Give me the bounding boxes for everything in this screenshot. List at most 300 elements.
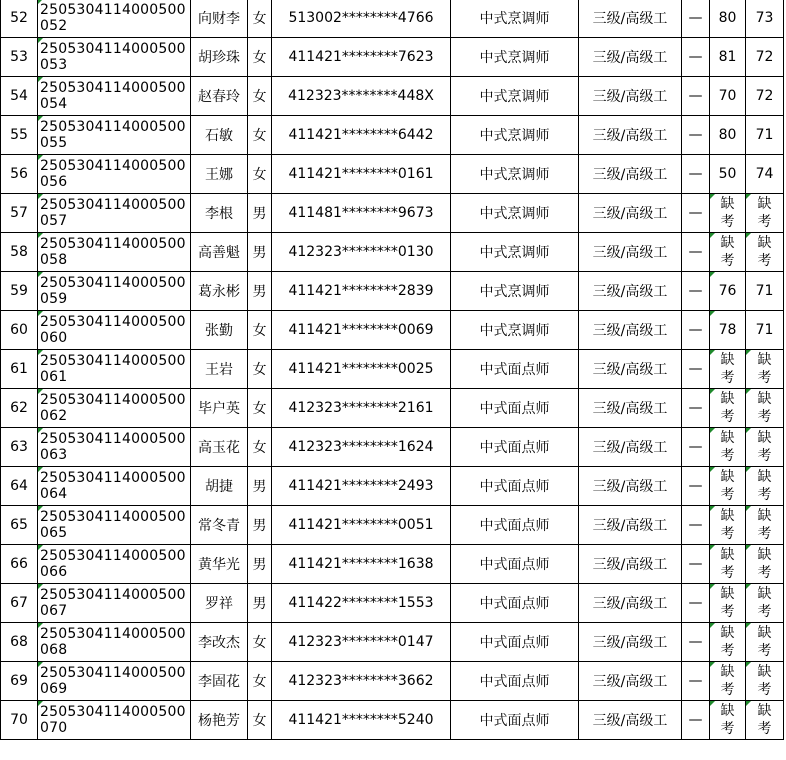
dash-cell[interactable] — [682, 272, 710, 311]
id-number-cell[interactable] — [272, 272, 451, 311]
gender-cell[interactable] — [248, 545, 272, 584]
name-cell[interactable] — [191, 155, 248, 194]
name-text: 李根 — [205, 206, 233, 222]
id-number-text: 411421********2839 — [288, 283, 434, 299]
occupation-cell[interactable] — [451, 350, 579, 389]
practical-score-text: 72 — [755, 49, 774, 65]
dash-cell[interactable] — [682, 155, 710, 194]
theory-score-cell[interactable] — [710, 38, 746, 77]
theory-score-cell[interactable] — [710, 233, 746, 272]
gender-text: 男 — [252, 206, 267, 222]
dash-text: — — [688, 361, 703, 377]
gender-cell[interactable] — [248, 506, 272, 545]
row-number-cell[interactable] — [1, 116, 38, 155]
id-number-text: 412323********0147 — [288, 634, 434, 650]
name-cell[interactable] — [191, 662, 248, 701]
dash-text: — — [688, 88, 703, 104]
row-number-text: 59 — [10, 283, 28, 299]
id-number-cell[interactable] — [272, 77, 451, 116]
gender-cell[interactable] — [248, 389, 272, 428]
dash-text: — — [688, 439, 703, 455]
id-number-cell[interactable] — [272, 350, 451, 389]
dash-cell[interactable] — [682, 428, 710, 467]
occupation-cell[interactable] — [451, 467, 579, 506]
row-number-cell[interactable] — [1, 389, 38, 428]
name-text: 王岩 — [205, 362, 233, 378]
exam-id-cell[interactable] — [38, 701, 191, 740]
id-number-text: 411422********1553 — [288, 595, 434, 611]
gender-cell[interactable] — [248, 623, 272, 662]
cell-marker-icon — [38, 233, 43, 238]
theory-score-text: 缺 考 — [720, 703, 735, 737]
practical-score-cell[interactable] — [746, 155, 784, 194]
practical-score-text: 71 — [755, 127, 774, 143]
level-cell[interactable] — [579, 662, 682, 701]
name-text: 黄华光 — [198, 557, 240, 573]
exam-id-cell[interactable] — [38, 116, 191, 155]
level-text: 三级/高级工 — [592, 323, 668, 339]
cell-marker-icon — [710, 233, 715, 238]
exam-id-cell[interactable] — [38, 155, 191, 194]
name-cell[interactable] — [191, 77, 248, 116]
gender-cell[interactable] — [248, 584, 272, 623]
level-cell[interactable] — [579, 272, 682, 311]
theory-score-cell[interactable] — [710, 545, 746, 584]
cell-marker-icon — [746, 584, 751, 589]
dash-cell[interactable] — [682, 623, 710, 662]
theory-score-cell[interactable] — [710, 311, 746, 350]
theory-score-text: 81 — [718, 49, 737, 65]
theory-score-cell[interactable] — [710, 350, 746, 389]
id-number-cell[interactable] — [272, 662, 451, 701]
row-number-cell[interactable] — [1, 506, 38, 545]
row-number-text: 62 — [10, 400, 28, 416]
table-row — [1, 467, 784, 506]
practical-score-cell[interactable] — [746, 194, 784, 233]
theory-score-cell[interactable] — [710, 389, 746, 428]
dash-cell[interactable] — [682, 194, 710, 233]
row-number-cell[interactable] — [1, 233, 38, 272]
id-number-cell[interactable] — [272, 233, 451, 272]
practical-score-cell[interactable] — [746, 77, 784, 116]
exam-id-text: 2505304114000500060 — [40, 314, 186, 346]
theory-score-text: 缺 考 — [720, 586, 735, 620]
practical-score-cell[interactable] — [746, 545, 784, 584]
occupation-text: 中式烹调师 — [479, 50, 550, 66]
dash-cell[interactable] — [682, 506, 710, 545]
name-text: 赵春玲 — [198, 89, 240, 105]
dash-cell[interactable] — [682, 662, 710, 701]
theory-score-cell[interactable] — [710, 701, 746, 740]
theory-score-cell[interactable] — [710, 428, 746, 467]
level-cell[interactable] — [579, 38, 682, 77]
row-number-cell[interactable] — [1, 701, 38, 740]
gender-cell[interactable] — [248, 194, 272, 233]
id-number-text: 411421********5240 — [288, 712, 434, 728]
gender-cell[interactable] — [248, 701, 272, 740]
row-number-cell[interactable] — [1, 350, 38, 389]
name-cell[interactable] — [191, 233, 248, 272]
level-text: 三级/高级工 — [592, 713, 668, 729]
name-text: 胡珍珠 — [198, 50, 240, 66]
gender-text: 女 — [252, 674, 267, 690]
gender-cell[interactable] — [248, 428, 272, 467]
cell-marker-icon — [710, 194, 715, 199]
row-number-text: 60 — [10, 322, 28, 338]
occupation-cell[interactable] — [451, 233, 579, 272]
theory-score-text: 缺 考 — [720, 664, 735, 698]
exam-id-cell[interactable] — [38, 584, 191, 623]
practical-score-cell[interactable] — [746, 623, 784, 662]
exam-id-cell[interactable] — [38, 0, 191, 38]
name-text: 李固花 — [198, 674, 240, 690]
occupation-cell[interactable] — [451, 194, 579, 233]
theory-score-cell[interactable] — [710, 0, 746, 38]
name-cell[interactable] — [191, 701, 248, 740]
exam-id-cell[interactable] — [38, 467, 191, 506]
name-cell[interactable] — [191, 623, 248, 662]
cell-marker-icon — [38, 467, 43, 472]
level-cell[interactable] — [579, 233, 682, 272]
gender-cell[interactable] — [248, 272, 272, 311]
practical-score-cell[interactable] — [746, 350, 784, 389]
exam-id-cell[interactable] — [38, 311, 191, 350]
gender-cell[interactable] — [248, 311, 272, 350]
gender-cell[interactable] — [248, 662, 272, 701]
table-row — [1, 506, 784, 545]
name-cell[interactable] — [191, 116, 248, 155]
exam-id-cell[interactable] — [38, 623, 191, 662]
occupation-cell[interactable] — [451, 77, 579, 116]
cell-marker-icon — [746, 428, 751, 433]
dash-text: — — [688, 127, 703, 143]
name-cell[interactable] — [191, 545, 248, 584]
practical-score-text: 72 — [755, 88, 774, 104]
name-cell[interactable] — [191, 506, 248, 545]
id-number-cell[interactable] — [272, 389, 451, 428]
name-text: 高善魁 — [198, 245, 240, 261]
gender-cell[interactable] — [248, 38, 272, 77]
id-number-cell[interactable] — [272, 506, 451, 545]
level-text: 三级/高级工 — [592, 479, 668, 495]
row-number-text: 52 — [10, 10, 28, 26]
name-cell[interactable] — [191, 311, 248, 350]
name-cell[interactable] — [191, 389, 248, 428]
row-number-cell[interactable] — [1, 311, 38, 350]
occupation-text: 中式烹调师 — [479, 128, 550, 144]
row-number-text: 68 — [10, 634, 28, 650]
level-cell[interactable] — [579, 194, 682, 233]
exam-id-cell[interactable] — [38, 545, 191, 584]
id-number-cell[interactable] — [272, 0, 451, 38]
theory-score-text: 76 — [718, 283, 737, 299]
occupation-text: 中式面点师 — [479, 401, 550, 417]
theory-score-cell[interactable] — [710, 467, 746, 506]
gender-text: 女 — [252, 89, 267, 105]
level-cell[interactable] — [579, 584, 682, 623]
practical-score-cell[interactable] — [746, 701, 784, 740]
practical-score-cell[interactable] — [746, 311, 784, 350]
id-number-cell[interactable] — [272, 701, 451, 740]
gender-text: 男 — [252, 557, 267, 573]
cell-marker-icon — [38, 350, 43, 355]
id-number-cell[interactable] — [272, 155, 451, 194]
exam-id-cell[interactable] — [38, 506, 191, 545]
dash-cell[interactable] — [682, 701, 710, 740]
level-cell[interactable] — [579, 155, 682, 194]
table-row — [1, 272, 784, 311]
dash-text: — — [688, 283, 703, 299]
exam-id-cell[interactable] — [38, 38, 191, 77]
id-number-cell[interactable] — [272, 194, 451, 233]
practical-score-cell[interactable] — [746, 467, 784, 506]
occupation-cell[interactable] — [451, 662, 579, 701]
occupation-cell[interactable] — [451, 38, 579, 77]
level-text: 三级/高级工 — [592, 167, 668, 183]
id-number-text: 411421********6442 — [288, 127, 434, 143]
occupation-text: 中式面点师 — [479, 557, 550, 573]
occupation-text: 中式面点师 — [479, 674, 550, 690]
occupation-cell[interactable] — [451, 116, 579, 155]
level-cell[interactable] — [579, 116, 682, 155]
level-cell[interactable] — [579, 428, 682, 467]
level-text: 三级/高级工 — [592, 206, 668, 222]
dash-cell[interactable] — [682, 584, 710, 623]
exam-id-cell[interactable] — [38, 350, 191, 389]
dash-text: — — [688, 712, 703, 728]
id-number-cell[interactable] — [272, 116, 451, 155]
row-number-cell[interactable] — [1, 0, 38, 38]
gender-cell[interactable] — [248, 467, 272, 506]
name-cell[interactable] — [191, 0, 248, 38]
level-text: 三级/高级工 — [592, 401, 668, 417]
gender-cell[interactable] — [248, 116, 272, 155]
level-cell[interactable] — [579, 701, 682, 740]
level-cell[interactable] — [579, 311, 682, 350]
occupation-cell[interactable] — [451, 545, 579, 584]
row-number-cell[interactable] — [1, 467, 38, 506]
occupation-cell[interactable] — [451, 428, 579, 467]
cell-marker-icon — [38, 389, 43, 394]
exam-id-text: 2505304114000500063 — [40, 431, 186, 463]
gender-text: 女 — [252, 323, 267, 339]
occupation-cell[interactable] — [451, 623, 579, 662]
name-cell[interactable] — [191, 38, 248, 77]
level-text: 三级/高级工 — [592, 635, 668, 651]
theory-score-cell[interactable] — [710, 194, 746, 233]
exam-id-cell[interactable] — [38, 389, 191, 428]
practical-score-text: 71 — [755, 283, 774, 299]
theory-score-cell[interactable] — [710, 623, 746, 662]
id-number-text: 411421********0069 — [288, 322, 434, 338]
gender-text: 女 — [252, 440, 267, 456]
occupation-cell[interactable] — [451, 701, 579, 740]
id-number-cell[interactable] — [272, 311, 451, 350]
practical-score-cell[interactable] — [746, 662, 784, 701]
level-cell[interactable] — [579, 77, 682, 116]
occupation-cell[interactable] — [451, 0, 579, 38]
occupation-cell[interactable] — [451, 584, 579, 623]
occupation-text: 中式面点师 — [479, 362, 550, 378]
id-number-cell[interactable] — [272, 545, 451, 584]
practical-score-cell[interactable] — [746, 38, 784, 77]
level-cell[interactable] — [579, 506, 682, 545]
name-text: 石敏 — [205, 128, 233, 144]
theory-score-text: 缺 考 — [720, 430, 735, 464]
exam-id-cell[interactable] — [38, 233, 191, 272]
name-text: 罗祥 — [205, 596, 233, 612]
exam-id-cell[interactable] — [38, 77, 191, 116]
level-cell[interactable] — [579, 545, 682, 584]
id-number-text: 513002********4766 — [288, 10, 434, 26]
occupation-text: 中式面点师 — [479, 479, 550, 495]
theory-score-cell[interactable] — [710, 155, 746, 194]
row-number-cell[interactable] — [1, 272, 38, 311]
theory-score-cell[interactable] — [710, 272, 746, 311]
id-number-text: 412323********448X — [288, 88, 434, 104]
dash-text: — — [688, 244, 703, 260]
exam-id-cell[interactable] — [38, 428, 191, 467]
id-number-text: 411481********9673 — [288, 205, 434, 221]
row-number-cell[interactable] — [1, 38, 38, 77]
exam-id-cell[interactable] — [38, 662, 191, 701]
exam-id-cell[interactable] — [38, 272, 191, 311]
practical-score-cell[interactable] — [746, 389, 784, 428]
dash-cell[interactable] — [682, 545, 710, 584]
level-text: 三级/高级工 — [592, 440, 668, 456]
theory-score-cell[interactable] — [710, 584, 746, 623]
practical-score-cell[interactable] — [746, 428, 784, 467]
row-number-cell[interactable] — [1, 155, 38, 194]
level-cell[interactable] — [579, 623, 682, 662]
id-number-cell[interactable] — [272, 428, 451, 467]
id-number-cell[interactable] — [272, 467, 451, 506]
name-text: 王娜 — [205, 167, 233, 183]
name-text: 李改杰 — [198, 635, 240, 651]
exam-id-cell[interactable] — [38, 194, 191, 233]
cell-marker-icon — [710, 584, 715, 589]
practical-score-cell[interactable] — [746, 116, 784, 155]
practical-score-text: 缺 考 — [757, 586, 772, 620]
gender-cell[interactable] — [248, 350, 272, 389]
id-number-text: 411421********2493 — [288, 478, 434, 494]
gender-cell[interactable] — [248, 155, 272, 194]
gender-cell[interactable] — [248, 233, 272, 272]
cell-marker-icon — [38, 584, 43, 589]
row-number-cell[interactable] — [1, 584, 38, 623]
dash-cell[interactable] — [682, 0, 710, 38]
cell-marker-icon — [38, 116, 43, 121]
row-number-cell[interactable] — [1, 623, 38, 662]
occupation-cell[interactable] — [451, 389, 579, 428]
row-number-cell[interactable] — [1, 662, 38, 701]
dash-cell[interactable] — [682, 77, 710, 116]
occupation-cell[interactable] — [451, 272, 579, 311]
row-number-text: 54 — [10, 88, 28, 104]
theory-score-text: 缺 考 — [720, 625, 735, 659]
name-cell[interactable] — [191, 428, 248, 467]
gender-text: 男 — [252, 245, 267, 261]
name-cell[interactable] — [191, 272, 248, 311]
name-cell[interactable] — [191, 350, 248, 389]
row-number-cell[interactable] — [1, 545, 38, 584]
id-number-cell[interactable] — [272, 623, 451, 662]
dash-cell[interactable] — [682, 350, 710, 389]
theory-score-text: 缺 考 — [720, 508, 735, 542]
dash-cell[interactable] — [682, 116, 710, 155]
theory-score-cell[interactable] — [710, 506, 746, 545]
level-text: 三级/高级工 — [592, 362, 668, 378]
practical-score-text: 缺 考 — [757, 508, 772, 542]
level-cell[interactable] — [579, 0, 682, 38]
practical-score-cell[interactable] — [746, 584, 784, 623]
gender-text: 女 — [252, 362, 267, 378]
dash-cell[interactable] — [682, 38, 710, 77]
exam-id-text: 2505304114000500066 — [40, 548, 186, 580]
level-cell[interactable] — [579, 389, 682, 428]
level-text: 三级/高级工 — [592, 245, 668, 261]
cell-marker-icon — [710, 389, 715, 394]
practical-score-text: 74 — [755, 166, 774, 182]
dash-text: — — [688, 10, 703, 26]
cell-marker-icon — [746, 506, 751, 511]
table-row — [1, 623, 784, 662]
name-text: 胡捷 — [205, 479, 233, 495]
dash-cell[interactable] — [682, 389, 710, 428]
id-number-text: 411421********1638 — [288, 556, 434, 572]
row-number-cell[interactable] — [1, 428, 38, 467]
practical-score-cell[interactable] — [746, 506, 784, 545]
gender-cell[interactable] — [248, 0, 272, 38]
name-cell[interactable] — [191, 194, 248, 233]
occupation-cell[interactable] — [451, 155, 579, 194]
gender-text: 男 — [252, 479, 267, 495]
name-cell[interactable] — [191, 467, 248, 506]
dash-cell[interactable] — [682, 311, 710, 350]
practical-score-cell[interactable] — [746, 0, 784, 38]
theory-score-cell[interactable] — [710, 662, 746, 701]
table-row — [1, 545, 784, 584]
id-number-cell[interactable] — [272, 584, 451, 623]
id-number-text: 411421********7623 — [288, 49, 434, 65]
row-number-cell[interactable] — [1, 77, 38, 116]
occupation-cell[interactable] — [451, 506, 579, 545]
cell-marker-icon — [38, 0, 43, 4]
practical-score-cell[interactable] — [746, 272, 784, 311]
row-number-text: 61 — [10, 361, 28, 377]
name-cell[interactable] — [191, 584, 248, 623]
level-cell[interactable] — [579, 467, 682, 506]
level-cell[interactable] — [579, 350, 682, 389]
occupation-text: 中式面点师 — [479, 440, 550, 456]
theory-score-cell[interactable] — [710, 77, 746, 116]
dash-cell[interactable] — [682, 467, 710, 506]
practical-score-cell[interactable] — [746, 233, 784, 272]
dash-text: — — [688, 49, 703, 65]
occupation-cell[interactable] — [451, 311, 579, 350]
theory-score-cell[interactable] — [710, 116, 746, 155]
dash-text: — — [688, 205, 703, 221]
practical-score-text: 71 — [755, 322, 774, 338]
dash-cell[interactable] — [682, 233, 710, 272]
row-number-cell[interactable] — [1, 194, 38, 233]
gender-text: 男 — [252, 596, 267, 612]
level-text: 三级/高级工 — [592, 557, 668, 573]
id-number-text: 411421********0025 — [288, 361, 434, 377]
gender-cell[interactable] — [248, 77, 272, 116]
id-number-cell[interactable] — [272, 38, 451, 77]
cell-marker-icon — [38, 311, 43, 316]
